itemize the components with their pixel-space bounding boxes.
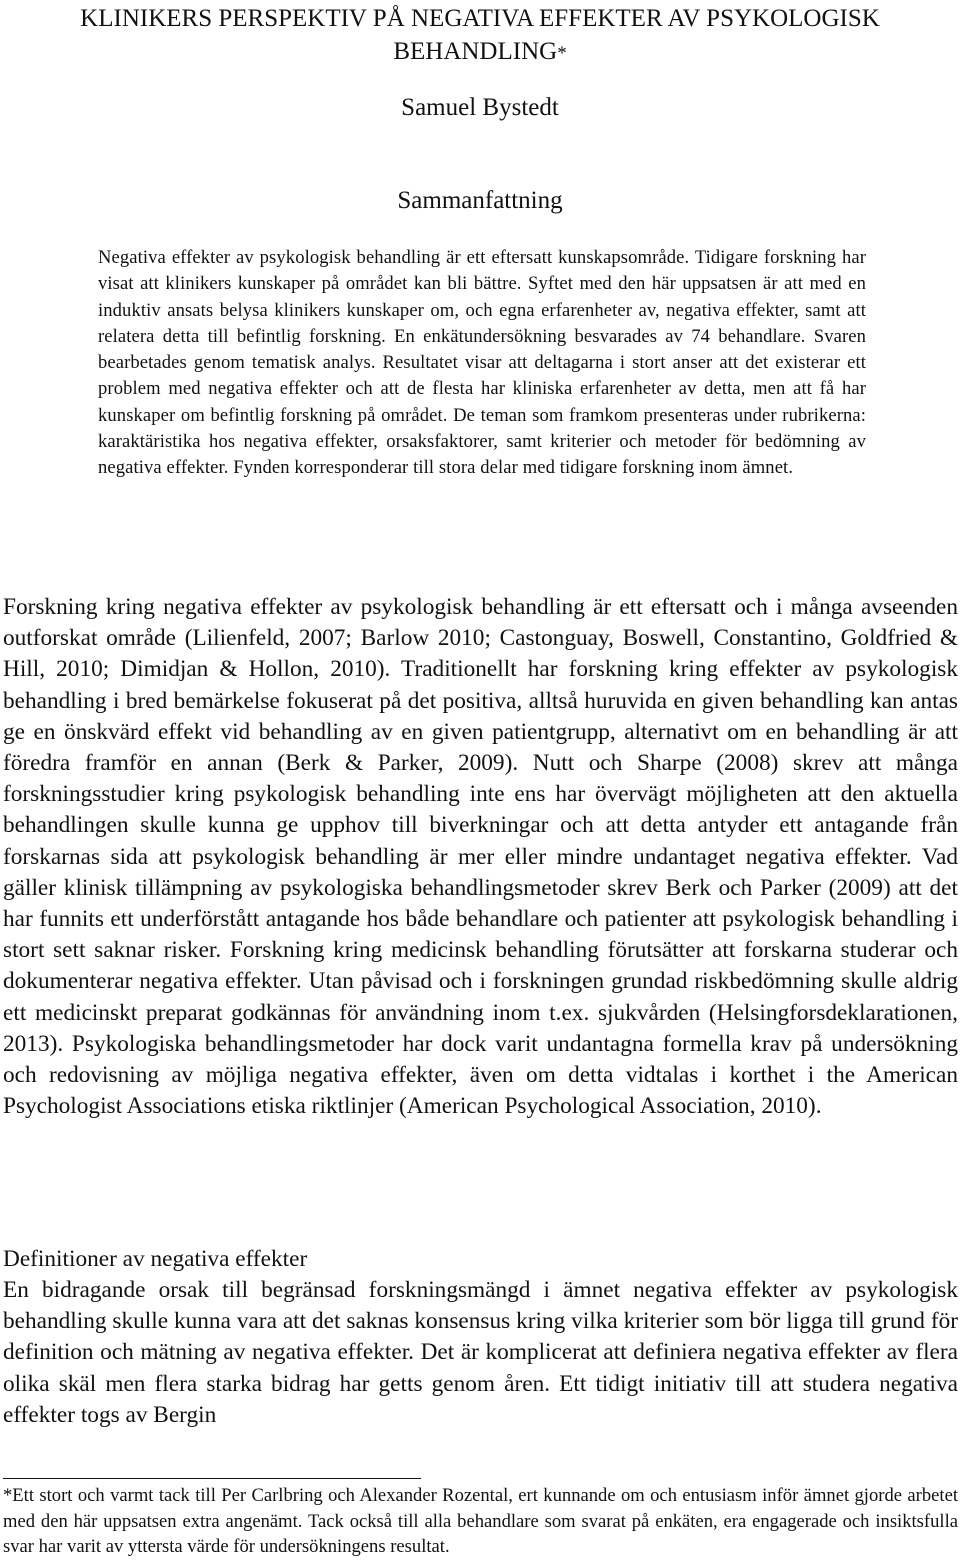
footnote: *Ett stort och varmt tack till Per Carlbring och Alexander Rozental, ert kunnande om och entusiasm inför ämnet gjorde arbetet med den här uppsatsen extra angenämt. Tack också till alla behandlare som svarat på enkäten, era engagerade och insiktsfulla svar har varit av yttersta värde för undersökningens resultat. xyxy=(3,1485,958,1557)
footnote-divider xyxy=(3,1478,421,1479)
section-paragraph: En bidragande orsak till begränsad forskningsmängd i ämnet negativa effekter av psykologisk behandling skulle kunna vara att det saknas konsensus kring vilka kriterier som bör ligga till grund för definition och mätning av negativa effekter. Det är komplicerat att definiera negativa effekter av flera olika skäl men flera starka bidrag har getts genom åren. Ett tidigt initiativ till att studera negativa effekter togs av Bergin xyxy=(3,1277,958,1428)
abstract-paragraph: Negativa effekter av psykologisk behandling är ett eftersatt kunskapsområde. Tidigare forskning har visat att klinikers kunskaper på området kan bli bättre. Syftet med den här uppsatsen är att med en induktiv ansats belysa klinikers kunskaper om, och egna erfarenheter av, negativa effekter, samt att relatera detta till befintlig forskning. En enkätundersökning besvarades av 74 behandlare. Svaren bearbetades genom tematisk analys. Resultatet visar att deltagarna i stort anser att det existerar ett problem med negativa effekter och att de flesta har kliniska erfarenheter av detta, men att få har kunskaper om befintlig forskning på området. De teman som framkom presenteras under rubrikerna: karaktäristika hos negativa effekter, orsaksfaktorer, samt kriterier och metoder för bedömning av negativa effekter. Fynden korresponderar till stora delar med tidigare forskning inom ämnet. xyxy=(98,247,866,479)
paper-title-text: KLINIKERS PERSPEKTIV PÅ NEGATIVA EFFEKTER AV PSYKOLOGISK BEHANDLING xyxy=(80,5,880,65)
author-name: Samuel Bystedt xyxy=(401,94,559,121)
abstract-heading: Sammanfattning xyxy=(397,187,563,214)
section-heading: Definitioner av negativa effekter xyxy=(3,1246,308,1272)
paper-title xyxy=(0,2,960,70)
intro-paragraph: Forskning kring negativa effekter av psykologisk behandling är ett eftersatt och i många avseenden outforskat område (Lilienfeld, 2007; Barlow 2010; Castonguay, Boswell, Constantino, Goldfried & Hill, 2010; Dimidjan & Hollon, 2010). Traditionellt har forskning kring effekter av psykologisk behandling i bred bemärkelse fokuserat på det positiva, alltså huruvida en given behandling kan antas ge en önskvärd effekt vid behandling av en given patientgrupp, alternativt om en behandling är att föredra framför en annan (Berk & Parker, 2009). Nutt och Sharpe (2008) skrev att många forskningsstudier kring psykologisk behandling inte ens har övervägt möjligheten att den aktuella behandlingen skulle kunna ge upphov till biverkningar och att detta antyder ett antagande från forskarnas sida att psykologisk behandling är mer eller mindre undantaget negativa effekter. Vad gäller klinisk tillämpning av psykologiska behandlingsmetoder skrev Berk och Parker (2009) att det har funnits ett underförstått antagande hos både behandlare och patienter att psykologisk behandling i stort sett saknar risker. Forskning kring medicinsk behandling förutsätter att forskarna studerar och dokumenterar negativa effekter. Utan påvisad och i forskningen grundad riskbedömning skulle aldrig ett medicinskt preparat godkännas för användning inom t.ex. sjukvården (Helsingforsdeklarationen, 2013). Psykologiska behandlingsmetoder har dock varit undantagna formella krav på undersökning och redovisning av möjliga negativa effekter, även om detta vidtalas i korthet i the American Psychologist Associations etiska riktlinjer (American Psychological Association, 2010). xyxy=(3,594,958,1120)
title-footnote-marker: * xyxy=(557,43,567,64)
